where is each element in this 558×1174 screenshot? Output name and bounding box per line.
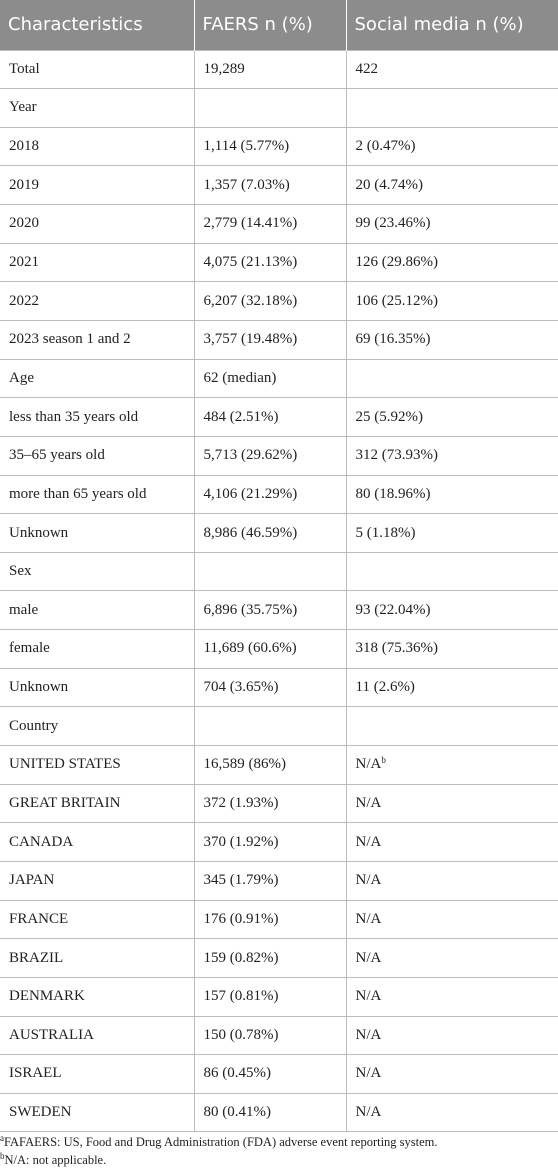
- table-row: [0, 436, 558, 475]
- cell-social-media: [346, 166, 558, 205]
- cell-faers: [194, 746, 346, 785]
- cell-characteristic: [0, 977, 194, 1016]
- cell-faers: [194, 591, 346, 630]
- cell-text: N/A: [355, 1065, 382, 1082]
- cell-text: 62 (median): [203, 369, 277, 386]
- cell-text: 126 (29.86%): [355, 254, 438, 271]
- table-row: [0, 398, 558, 437]
- cell-characteristic: [0, 205, 194, 244]
- table-body: [0, 50, 558, 1132]
- cell-text: Unknown: [9, 524, 69, 541]
- table-row: [0, 591, 558, 630]
- cell-text: DENMARK: [9, 988, 85, 1005]
- cell-text: N/A: [355, 1104, 382, 1121]
- cell-text: 80 (18.96%): [355, 485, 431, 502]
- cell-social-media: [346, 668, 558, 707]
- footnote-text: FAFAERS: US, Food and Drug Administration (FDA) adverse event reporting system.: [4, 1135, 438, 1149]
- cell-text: N/A: [355, 833, 382, 850]
- cell-text: 106 (25.12%): [355, 292, 438, 309]
- table-row: [0, 1093, 558, 1132]
- cell-faers: [194, 127, 346, 166]
- cell-social-media: [346, 243, 558, 282]
- cell-text: 3,757 (19.48%): [203, 331, 298, 348]
- table-row: [0, 50, 558, 89]
- cell-faers: [194, 398, 346, 437]
- cell-text: 5,713 (29.62%): [203, 447, 298, 464]
- cell-text: FRANCE: [9, 910, 69, 927]
- cell-text: 422: [355, 60, 378, 77]
- cell-social-media: [346, 436, 558, 475]
- cell-social-media: [346, 784, 558, 823]
- cell-text: 25 (5.92%): [355, 408, 423, 425]
- cell-text: 704 (3.65%): [203, 679, 279, 696]
- cell-characteristic: [0, 514, 194, 553]
- footnote-marker: a: [0, 1133, 4, 1143]
- cell-social-media: [346, 320, 558, 359]
- cell-faers: [194, 205, 346, 244]
- cell-social-media: [346, 514, 558, 553]
- cell-faers: [194, 630, 346, 669]
- header-characteristics: Characteristics: [0, 0, 194, 50]
- cell-faers: [194, 320, 346, 359]
- cell-faers: [194, 861, 346, 900]
- cell-faers: [194, 89, 346, 128]
- cell-social-media: [346, 1055, 558, 1094]
- table-row: [0, 243, 558, 282]
- cell-text: Sex: [9, 563, 32, 580]
- header-row: [0, 0, 558, 50]
- cell-text: N/A: [355, 1026, 382, 1043]
- cell-characteristic: [0, 398, 194, 437]
- cell-social-media: [346, 939, 558, 978]
- cell-text: 1,114 (5.77%): [203, 138, 290, 155]
- table-row: [0, 939, 558, 978]
- cell-faers: [194, 823, 346, 862]
- cell-characteristic: [0, 127, 194, 166]
- cell-text: less than 35 years old: [9, 408, 139, 425]
- cell-characteristic: [0, 784, 194, 823]
- cell-social-media: [346, 282, 558, 321]
- cell-text: 484 (2.51%): [203, 408, 279, 425]
- cell-text: N/A: [355, 910, 382, 927]
- table-row: [0, 977, 558, 1016]
- footnote-marker: b: [0, 1151, 5, 1161]
- cell-text: 1,357 (7.03%): [203, 176, 290, 193]
- cell-text: Country: [9, 717, 59, 734]
- cell-characteristic: [0, 746, 194, 785]
- cell-text: AUSTRALIA: [9, 1026, 94, 1043]
- cell-text: 6,896 (35.75%): [203, 601, 298, 618]
- table-row: [0, 89, 558, 128]
- cell-faers: [194, 784, 346, 823]
- cell-characteristic: [0, 552, 194, 591]
- cell-text: male: [9, 601, 39, 618]
- table-row: [0, 475, 558, 514]
- cell-text: 345 (1.79%): [203, 872, 279, 889]
- cell-text: 16,589 (86%): [203, 756, 286, 773]
- table-row: [0, 205, 558, 244]
- cell-faers: [194, 939, 346, 978]
- cell-faers: [194, 1055, 346, 1094]
- cell-text: 157 (0.81%): [203, 988, 279, 1005]
- footnote-text: N/A: not applicable.: [4, 1153, 107, 1167]
- cell-characteristic: [0, 1016, 194, 1055]
- cell-faers: [194, 243, 346, 282]
- cell-characteristic: [0, 823, 194, 862]
- cell-text: 2020: [9, 215, 39, 232]
- cell-text: 4,106 (21.29%): [203, 485, 298, 502]
- table-row: [0, 784, 558, 823]
- cell-social-media: [346, 900, 558, 939]
- cell-characteristic: [0, 939, 194, 978]
- cell-characteristic: [0, 50, 194, 89]
- table-row: [0, 127, 558, 166]
- cell-text: 4,075 (21.13%): [203, 254, 298, 271]
- cell-text: N/A: [355, 872, 382, 889]
- cell-social-media: [346, 1016, 558, 1055]
- cell-characteristic: [0, 668, 194, 707]
- cell-social-media: [346, 359, 558, 398]
- cell-faers: [194, 514, 346, 553]
- cell-text: GREAT BRITAIN: [9, 794, 121, 811]
- cell-social-media: [346, 89, 558, 128]
- cell-text: 93 (22.04%): [355, 601, 431, 618]
- cell-faers: [194, 436, 346, 475]
- cell-text: 2,779 (14.41%): [203, 215, 298, 232]
- cell-text: 150 (0.78%): [203, 1026, 279, 1043]
- cell-characteristic: [0, 591, 194, 630]
- cell-social-media: [346, 630, 558, 669]
- cell-text: 19,289: [203, 60, 245, 77]
- table-row: [0, 1016, 558, 1055]
- cell-text: female: [9, 640, 50, 657]
- cell-characteristic: [0, 320, 194, 359]
- cell-text: 2019: [9, 176, 39, 193]
- cell-characteristic: [0, 243, 194, 282]
- table-row: [0, 1055, 558, 1094]
- cell-social-media: [346, 977, 558, 1016]
- cell-text: N/A: [355, 988, 382, 1005]
- cell-faers: [194, 977, 346, 1016]
- cell-characteristic: [0, 900, 194, 939]
- cell-text: Total: [9, 60, 40, 77]
- cell-social-media: [346, 205, 558, 244]
- cell-text: 6,207 (32.18%): [203, 292, 298, 309]
- cell-characteristic: [0, 89, 194, 128]
- table-row: [0, 320, 558, 359]
- cell-characteristic: [0, 630, 194, 669]
- cell-social-media: [346, 127, 558, 166]
- cell-text: 86 (0.45%): [203, 1065, 271, 1082]
- cell-characteristic: [0, 359, 194, 398]
- cell-text: BRAZIL: [9, 949, 64, 966]
- cell-text: CANADA: [9, 833, 74, 850]
- cell-text: N/A: [355, 794, 382, 811]
- cell-faers: [194, 1093, 346, 1132]
- footnotes: [0, 1133, 558, 1169]
- cell-characteristic: [0, 166, 194, 205]
- cell-text: 2023 season 1 and 2: [9, 331, 131, 348]
- cell-text: 11 (2.6%): [355, 679, 415, 696]
- cell-text: 80 (0.41%): [203, 1104, 271, 1121]
- cell-social-media: [346, 1093, 558, 1132]
- cell-text: 35–65 years old: [9, 447, 105, 464]
- cell-text: 159 (0.82%): [203, 949, 279, 966]
- cell-faers: [194, 668, 346, 707]
- table-row: [0, 630, 558, 669]
- cell-text: UNITED STATES: [9, 756, 121, 773]
- footnote-b: [0, 1151, 558, 1169]
- cell-text: 2018: [9, 138, 39, 155]
- cell-text: SWEDEN: [9, 1104, 72, 1121]
- cell-text: Unknown: [9, 679, 69, 696]
- cell-text: Age: [9, 369, 34, 386]
- table-row: [0, 552, 558, 591]
- cell-characteristic: [0, 861, 194, 900]
- cell-social-media: [346, 591, 558, 630]
- cell-social-media: [346, 475, 558, 514]
- cell-faers: [194, 900, 346, 939]
- footnote-marker: b: [381, 755, 386, 766]
- cell-text: ISRAEL: [9, 1065, 62, 1082]
- cell-characteristic: [0, 1093, 194, 1132]
- cell-text: 370 (1.92%): [203, 833, 279, 850]
- cell-faers: [194, 1016, 346, 1055]
- cell-text: Year: [9, 99, 37, 116]
- table-row: [0, 359, 558, 398]
- cell-text: N/A: [355, 756, 382, 773]
- footnote-a: [0, 1133, 558, 1151]
- cell-text: 2 (0.47%): [355, 138, 416, 155]
- table-row: [0, 746, 558, 785]
- table-row: [0, 861, 558, 900]
- cell-social-media: [346, 50, 558, 89]
- table-row: [0, 707, 558, 746]
- cell-text: 176 (0.91%): [203, 910, 279, 927]
- cell-social-media: [346, 861, 558, 900]
- cell-social-media: [346, 398, 558, 437]
- cell-faers: [194, 707, 346, 746]
- table-row: [0, 900, 558, 939]
- cell-text: 11,689 (60.6%): [203, 640, 297, 657]
- cell-text: 2021: [9, 254, 39, 271]
- cell-faers: [194, 475, 346, 514]
- cell-social-media: [346, 552, 558, 591]
- table-row: [0, 823, 558, 862]
- cell-text: 312 (73.93%): [355, 447, 438, 464]
- cell-text: 20 (4.74%): [355, 176, 423, 193]
- cell-text: 99 (23.46%): [355, 215, 431, 232]
- cell-text: N/A: [355, 949, 382, 966]
- table-row: [0, 282, 558, 321]
- cell-text: 8,986 (46.59%): [203, 524, 298, 541]
- cell-characteristic: [0, 436, 194, 475]
- cell-text: 2022: [9, 292, 39, 309]
- cell-social-media: [346, 823, 558, 862]
- cell-characteristic: [0, 282, 194, 321]
- cell-social-media: [346, 707, 558, 746]
- cell-faers: [194, 166, 346, 205]
- cell-text: 318 (75.36%): [355, 640, 438, 657]
- cell-text: JAPAN: [9, 872, 55, 889]
- cell-characteristic: [0, 707, 194, 746]
- cell-characteristic: [0, 475, 194, 514]
- cell-faers: [194, 50, 346, 89]
- cell-text: 69 (16.35%): [355, 331, 431, 348]
- cell-text: 5 (1.18%): [355, 524, 416, 541]
- cell-faers: [194, 282, 346, 321]
- table-row: [0, 166, 558, 205]
- cell-social-media: [346, 746, 558, 785]
- header-faers: FAERS n (%): [194, 0, 346, 50]
- cell-faers: [194, 359, 346, 398]
- cell-text: 372 (1.93%): [203, 794, 279, 811]
- table-row: [0, 514, 558, 553]
- cell-characteristic: [0, 1055, 194, 1094]
- header-social-media: Social media n (%): [346, 0, 558, 50]
- cell-faers: [194, 552, 346, 591]
- table-row: [0, 668, 558, 707]
- cell-text: more than 65 years old: [9, 485, 147, 502]
